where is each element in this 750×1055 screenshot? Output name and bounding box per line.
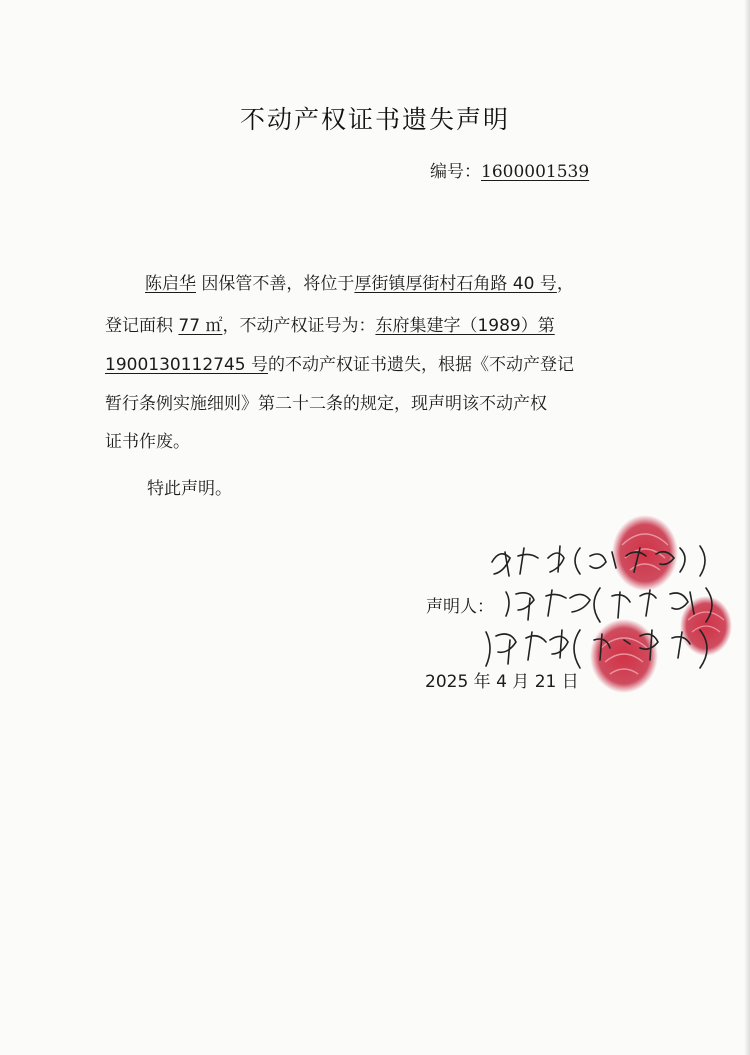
- declarant-label: 声明人：: [426, 597, 494, 617]
- body-text-segment: ，不动产权证号为：: [222, 316, 376, 336]
- document-title: 不动产权证书遗失声明: [239, 105, 510, 134]
- declaration-date: 2025 年 4 月 21 日: [425, 672, 579, 692]
- closing-statement: 特此声明。: [147, 479, 232, 499]
- body-text-segment: 的不动产权证书遗失，根据《不动产登记: [268, 355, 575, 375]
- handwritten-signature-2: [506, 588, 712, 622]
- body-line-5: 证书作废。: [105, 432, 190, 452]
- certificate-number-part2: 1900130112745 号: [105, 355, 269, 375]
- fingerprint-stamp-2: [680, 596, 732, 656]
- body-text-segment: 因保管不善，将位于: [196, 274, 355, 294]
- owner-name: 陈启华: [145, 274, 196, 294]
- body-line-4: 暂行条例实施细则》第二十二条的规定，现声明该不动产权: [105, 394, 547, 414]
- registered-area: 77 ㎡: [178, 316, 223, 336]
- property-address: 厚街镇厚街村石角路 40 号: [354, 274, 557, 294]
- certificate-number-part1: 东府集建字（1989）第: [375, 316, 555, 336]
- serial-label: 编号：: [430, 162, 481, 182]
- body-text-segment: ，: [556, 274, 574, 294]
- serial-number: 1600001539: [481, 162, 590, 182]
- body-text-segment: 登记面积: [105, 316, 179, 336]
